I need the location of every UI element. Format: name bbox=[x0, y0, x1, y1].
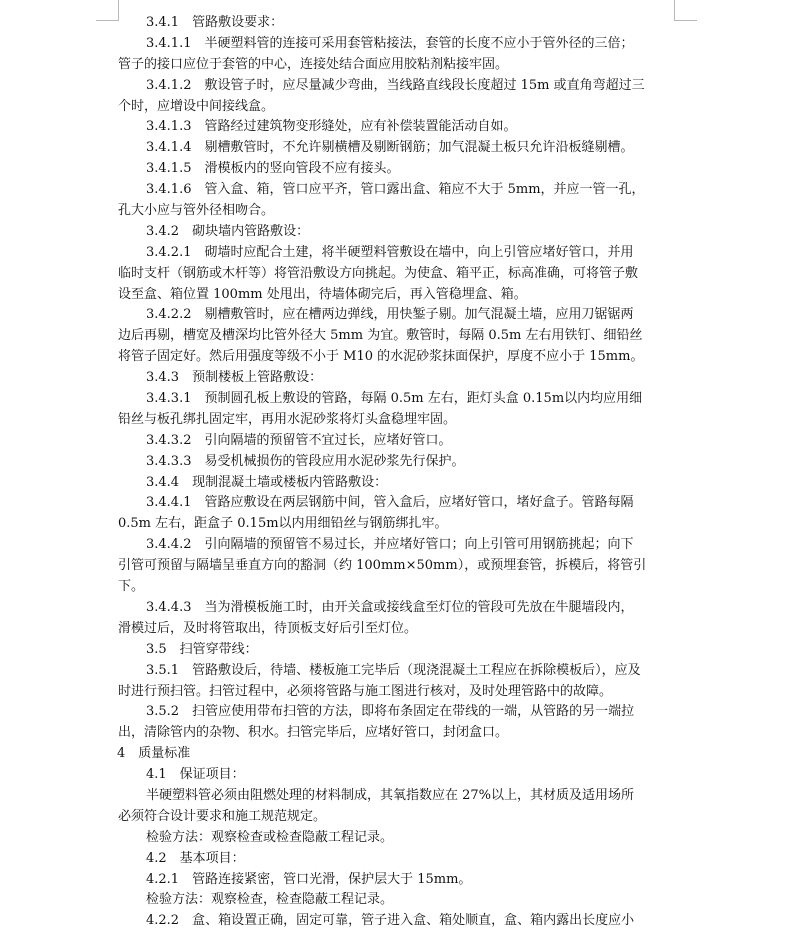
text-line: 0.5m 左右，距盒子 0.15m以内用细铅丝与钢筋绑扎牢。 bbox=[118, 516, 448, 532]
text-line: 滑模过后，及时将管取出，待顶板支好后引至灯位。 bbox=[118, 620, 418, 636]
text-line: 3.4.1.4 剔槽敷管时，不允许剔横槽及剔断钢筋；加气混凝土板只允许沿板缝剔槽。 bbox=[146, 140, 634, 156]
text-line: 出，清除管内的杂物、积水。扫管完毕后，应堵好管口，封闭盒口。 bbox=[118, 725, 509, 741]
text-line: 边后再剔，槽宽及槽深均比管外径大 5mm 为宜。敷管时，每隔 0.5m 左右用铁钉、细铅丝 bbox=[118, 328, 643, 344]
text-line: 检验方法：观察检查或检查隐蔽工程记录。 bbox=[146, 829, 394, 845]
page-corner-mark-right bbox=[674, 0, 697, 21]
text-line: 3.4.1.1 半硬塑料管的连接可采用套管粘接法，套管的长度不应小于管外径的三倍； bbox=[146, 35, 634, 51]
text-line: 3.5 扫管穿带线： bbox=[146, 641, 258, 657]
text-line: 铅丝与板孔绑扎固定牢，再用水泥砂浆将灯头盒稳埋牢固。 bbox=[118, 411, 457, 427]
text-line: 4 质量标准 bbox=[117, 746, 191, 762]
text-line: 引管可预留与隔墙呈垂直方向的豁洞（约 100mm×50mm），或预埋套管，拆模后，将管引 bbox=[118, 558, 647, 574]
text-line: 必须符合设计要求和施工规范规定。 bbox=[118, 808, 327, 824]
text-line: 个时，应增设中间接线盒。 bbox=[118, 98, 275, 114]
text-line: 3.4.2.2 剔槽敷管时，应在槽两边弹线，用快錾子剔。加气混凝土墙，应用刀锯锯两 bbox=[146, 307, 634, 323]
text-line: 3.4.1.5 滑模板内的竖向管段不应有接头。 bbox=[146, 161, 400, 177]
text-line: 3.5.1 管路敷设后，待墙、楼板施工完毕后（现浇混凝土工程应在拆除模板后），应及 bbox=[146, 662, 641, 678]
text-line: 4.2 基本项目： bbox=[146, 850, 245, 866]
text-line: 设至盒、箱位置 100mm 处甩出，待墙体砌完后，再入管稳埋盒、箱。 bbox=[118, 286, 527, 302]
text-line: 4.2.1 管路连接紧密，管口光滑，保护层大于 15mm。 bbox=[146, 871, 472, 887]
text-line: 4.2.2 盒、箱设置正确，固定可靠，管子进入盒、箱处顺直，盒、箱内露出长度应小 bbox=[146, 913, 635, 929]
text-line: 3.4.4.3 当为滑模板施工时，由开关盒或接线盒至灯位的管段可先放在牛腿墙段内， bbox=[146, 599, 634, 615]
text-line: 3.4.3.1 预制圆孔板上敷设的管路，每隔 0.5m 左右，距灯头盒 0.15m以内均应用细 bbox=[146, 391, 643, 407]
text-line: 下。 bbox=[118, 579, 145, 595]
text-line: 3.4.4 现制混凝土墙或楼板内管路敷设： bbox=[146, 474, 388, 490]
text-line: 时进行预扫管。扫管过程中，必须将管路与施工图进行核对，及时处理管路中的故障。 bbox=[118, 683, 613, 699]
text-line: 4.1 保证项目： bbox=[146, 767, 245, 783]
text-line: 半硬塑料管必须由阻燃处理的材料制成，其氧指数应在 27%以上，其材质及适用场所 bbox=[146, 787, 635, 803]
text-line: 3.4.2.1 砌墙时应配合土建，将半硬塑料管敷设在墙中，向上引管应堵好管口，并用 bbox=[146, 244, 634, 260]
text-line: 孔大小应与管外径相吻合。 bbox=[118, 203, 275, 219]
text-line: 3.4.1.2 敷设管子时，应尽量减少弯曲，当线路直线段长度超过 15m 或直角弯超过三 bbox=[146, 77, 645, 93]
document-body bbox=[118, 13, 676, 932]
text-line: 3.4.3 预制楼板上管路敷设： bbox=[146, 370, 323, 386]
text-line: 3.4.2 砌块墙内管路敷设： bbox=[146, 223, 310, 239]
text-line: 将管子固定好。然后用强度等级不小于 M10 的水泥砂浆抹面保护，厚度不应小于 15mm。 bbox=[118, 349, 644, 365]
page-corner-mark-left bbox=[96, 0, 119, 21]
text-line: 3.4.4.2 引向隔墙的预留管不易过长，并应堵好管口；向上引管可用钢筋挑起；向下 bbox=[146, 537, 634, 553]
text-line: 3.4.1.3 管路经过建筑物变形缝处，应有补偿装置能活动自如。 bbox=[146, 119, 517, 135]
text-line: 管子的接口应位于套管的中心，连接处结合面应用胶粘剂粘接牢固。 bbox=[118, 56, 509, 72]
text-line: 3.5.2 扫管应使用带布扫管的方法，即将布条固定在带线的一端，从管路的另一端拉 bbox=[146, 704, 635, 720]
text-line: 3.4.1 管路敷设要求： bbox=[146, 15, 284, 30]
text-line: 3.4.4.1 管路应敷设在两层钢筋中间，管入盒后，应堵好管口，堵好盒子。管路每隔 bbox=[146, 495, 634, 511]
text-line: 检验方法：观察检查，检查隐蔽工程记录。 bbox=[146, 892, 394, 908]
text-line: 3.4.3.2 引向隔墙的预留管不宜过长，应堵好管口。 bbox=[146, 432, 452, 448]
text-line: 3.4.1.6 管入盒、箱，管口应平齐，管口露出盒、箱应不大于 5mm，并应一管一孔， bbox=[146, 182, 645, 198]
text-line: 临时支杆（钢筋或木杆等）将管沿敷设方向挑起。为使盒、箱平正，标高准确，可将管子敷 bbox=[118, 265, 639, 281]
text-line: 3.4.3.3 易受机械损伤的管段应用水泥砂浆先行保护。 bbox=[146, 453, 465, 469]
